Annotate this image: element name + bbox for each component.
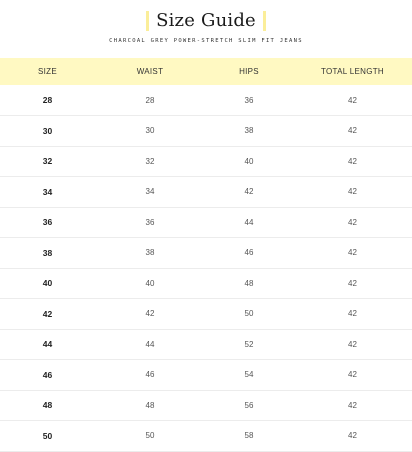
waist-cell: 28	[145, 95, 155, 105]
title-row	[0, 9, 412, 33]
size-cell: 40	[42, 278, 53, 289]
hips-cell: 50	[244, 309, 254, 319]
total-length-cell: 42	[348, 217, 357, 227]
column-header-waist: WAIST	[136, 67, 164, 76]
waist-cell: 46	[145, 370, 155, 380]
table-row	[0, 238, 412, 269]
size-cell: 44	[42, 339, 53, 350]
waist-cell: 50	[145, 431, 155, 441]
total-length-cell: 42	[348, 431, 357, 441]
total-length-cell: 42	[348, 248, 357, 258]
size-cell: 50	[42, 430, 53, 441]
size-table-head	[0, 58, 412, 85]
hips-cell: 44	[244, 217, 254, 227]
size-guide-header	[0, 0, 412, 58]
table-row	[0, 268, 412, 299]
total-length-cell: 42	[348, 370, 357, 380]
waist-cell: 32	[145, 156, 155, 166]
total-length-cell: 42	[348, 156, 357, 166]
waist-cell: 40	[145, 278, 155, 288]
table-row	[0, 116, 412, 147]
waist-cell: 36	[145, 217, 155, 227]
page-title: Size Guide	[156, 10, 256, 31]
table-row	[0, 329, 412, 360]
hips-cell: 38	[244, 126, 254, 136]
table-row	[0, 146, 412, 177]
table-row	[0, 360, 412, 391]
hips-cell: 48	[244, 278, 254, 288]
table-row	[0, 85, 412, 116]
title-bar-left-decoration	[146, 11, 149, 31]
waist-cell: 38	[145, 248, 155, 258]
total-length-cell: 42	[348, 278, 357, 288]
hips-cell: 40	[244, 156, 254, 166]
column-header-hips: HIPS	[239, 67, 259, 76]
table-header-row	[0, 58, 412, 85]
size-cell: 42	[42, 308, 53, 319]
total-length-cell: 42	[348, 309, 357, 319]
table-row	[0, 390, 412, 421]
hips-cell: 46	[244, 248, 254, 258]
size-table	[0, 58, 412, 452]
table-row	[0, 177, 412, 208]
size-cell: 32	[42, 156, 53, 167]
size-cell: 48	[42, 400, 53, 411]
total-length-cell: 42	[348, 95, 357, 105]
size-cell: 46	[42, 369, 53, 380]
product-subtitle: CHARCOAL GREY POWER-STRETCH SLIM FIT JEANS	[109, 38, 303, 44]
total-length-cell: 42	[348, 126, 357, 136]
hips-cell: 42	[244, 187, 254, 197]
size-table-body	[0, 85, 412, 451]
waist-cell: 44	[145, 339, 155, 349]
size-cell: 28	[42, 95, 53, 105]
size-cell: 36	[42, 217, 53, 228]
hips-cell: 56	[244, 400, 254, 410]
waist-cell: 48	[145, 400, 155, 410]
total-length-cell: 42	[348, 187, 357, 197]
hips-cell: 54	[244, 370, 254, 380]
table-row	[0, 299, 412, 330]
total-length-cell: 42	[348, 339, 357, 349]
waist-cell: 42	[145, 309, 155, 319]
table-row	[0, 421, 412, 452]
size-cell: 30	[42, 125, 53, 136]
size-cell: 38	[42, 247, 53, 258]
total-length-cell: 42	[348, 400, 357, 410]
table-row	[0, 207, 412, 238]
column-header-total-length: TOTAL LENGTH	[320, 67, 385, 76]
column-header-size: SIZE	[38, 67, 57, 76]
hips-cell: 58	[244, 431, 254, 441]
waist-cell: 30	[145, 126, 155, 136]
title-bar-right-decoration	[263, 11, 266, 31]
hips-cell: 36	[244, 95, 254, 105]
hips-cell: 52	[244, 339, 254, 349]
waist-cell: 34	[145, 187, 155, 197]
size-cell: 34	[42, 186, 53, 197]
